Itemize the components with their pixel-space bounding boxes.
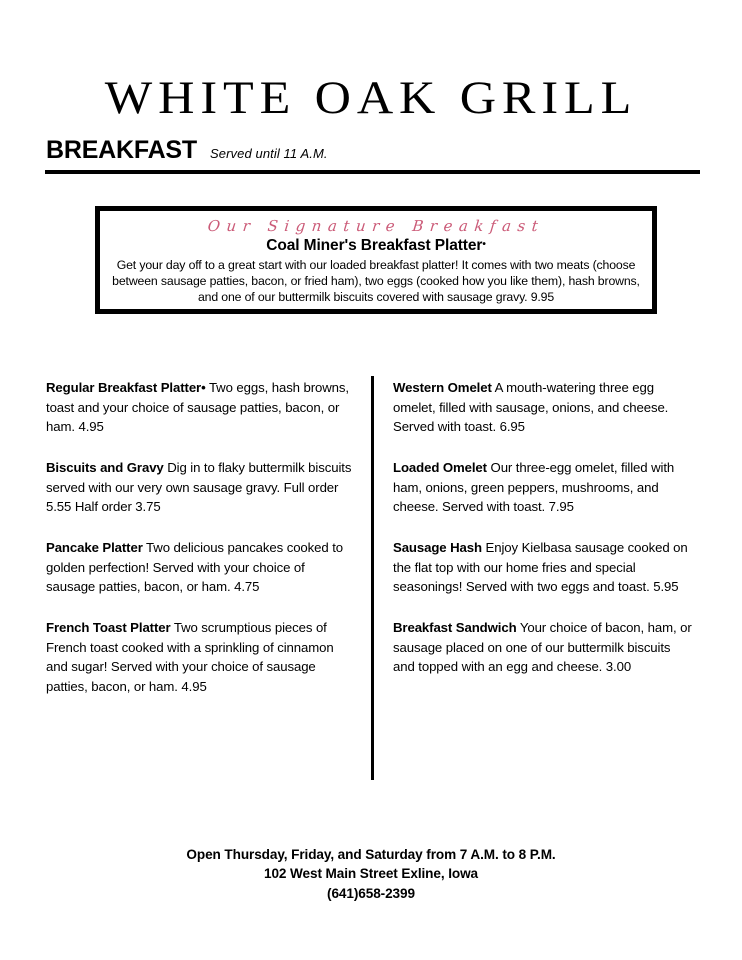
signature-item-name-text: Coal Miner's Breakfast Platter <box>266 236 483 254</box>
signature-eyebrow: Our Signature Breakfast <box>206 217 546 235</box>
menu-item-name: Loaded Omelet <box>393 460 487 476</box>
signature-footnote-mark: • <box>482 238 486 250</box>
menu-item <box>393 378 693 437</box>
menu-item-name: Biscuits and Gravy <box>46 460 164 476</box>
menu-item-name: Western Omelet <box>393 380 492 395</box>
menu-item-name: French Toast Platter <box>46 620 171 636</box>
menu-item <box>393 538 693 597</box>
menu-item-name: Breakfast Sandwich <box>393 620 517 636</box>
menu-item-description: Two scrumptious pieces of French toast cooked with a sprinkling of cinnamon and sugar! Served with your choice of sausage patties, bacon, or ham. 4.95 <box>46 620 334 695</box>
footer <box>0 845 742 903</box>
signature-breakfast-box <box>95 206 657 314</box>
breakfast-section-header <box>46 138 706 163</box>
menu-item <box>46 458 352 517</box>
menu-item-name: Pancake Platter <box>46 540 143 556</box>
menu-item-description: Two eggs, hash browns, toast and your choice of sausage patties, bacon, or ham. 4.95 <box>46 380 349 435</box>
menu-column-left <box>46 378 352 697</box>
menu-item <box>46 618 352 697</box>
footer-address: 102 West Main Street Exline, Iowa <box>263 866 479 882</box>
footer-phone: (641)658-2399 <box>327 885 415 901</box>
menu-column-right <box>393 378 693 677</box>
menu-item-description: Two delicious pancakes cooked to golden perfection! Served with your choice of sausage patties, bacon, or ham. 4.75 <box>46 540 343 595</box>
signature-item-name <box>108 236 644 255</box>
menu-item-description: Your choice of bacon, ham, or sausage placed on one of our buttermilk biscuits and topped with an egg and cheese. 3.00 <box>393 620 692 675</box>
column-divider <box>371 376 374 780</box>
menu-item-description: A mouth-watering three egg omelet, filled with sausage, onions, and cheese. Served with toast. 6.95 <box>393 380 669 435</box>
menu-item <box>46 378 352 437</box>
menu-item-description: Our three-egg omelet, filled with ham, onions, green peppers, mushrooms, and cheese. Served with toast. 7.95 <box>393 460 675 515</box>
menu-item <box>393 458 693 517</box>
menu-item-description: Enjoy Kielbasa sausage cooked on the flat top with our home fries and special seasonings! Served with two eggs and toast. 5.95 <box>393 540 688 595</box>
restaurant-title: WHITE OAK GRILL <box>104 72 638 125</box>
section-title: BREAKFAST <box>46 136 197 164</box>
footer-hours: Open Thursday, Friday, and Saturday from 7 A.M. to 8 P.M. <box>186 847 556 862</box>
menu-item <box>46 538 352 597</box>
menu-item-name: Sausage Hash <box>393 540 482 556</box>
menu-item-description: Dig in to flaky buttermilk biscuits served with our very own sausage gravy. Full order 5.55 Half order 3.75 <box>46 460 352 515</box>
menu-item-name: Regular Breakfast Platter <box>46 380 202 395</box>
section-serving-note: Served until 11 A.M. <box>209 146 328 161</box>
menu-item <box>393 618 693 677</box>
signature-item-description: Get your day off to a great start with our loaded breakfast platter! It comes with two meats (choose between sausage patties, bacon, or fried ham), two eggs (cooked how you like them), hash browns, and one of our buttermilk biscuits covered with sausage gravy. 9.95 <box>112 257 640 305</box>
section-divider-rule <box>45 170 700 174</box>
menu-item-footnote-mark: • <box>201 380 206 395</box>
